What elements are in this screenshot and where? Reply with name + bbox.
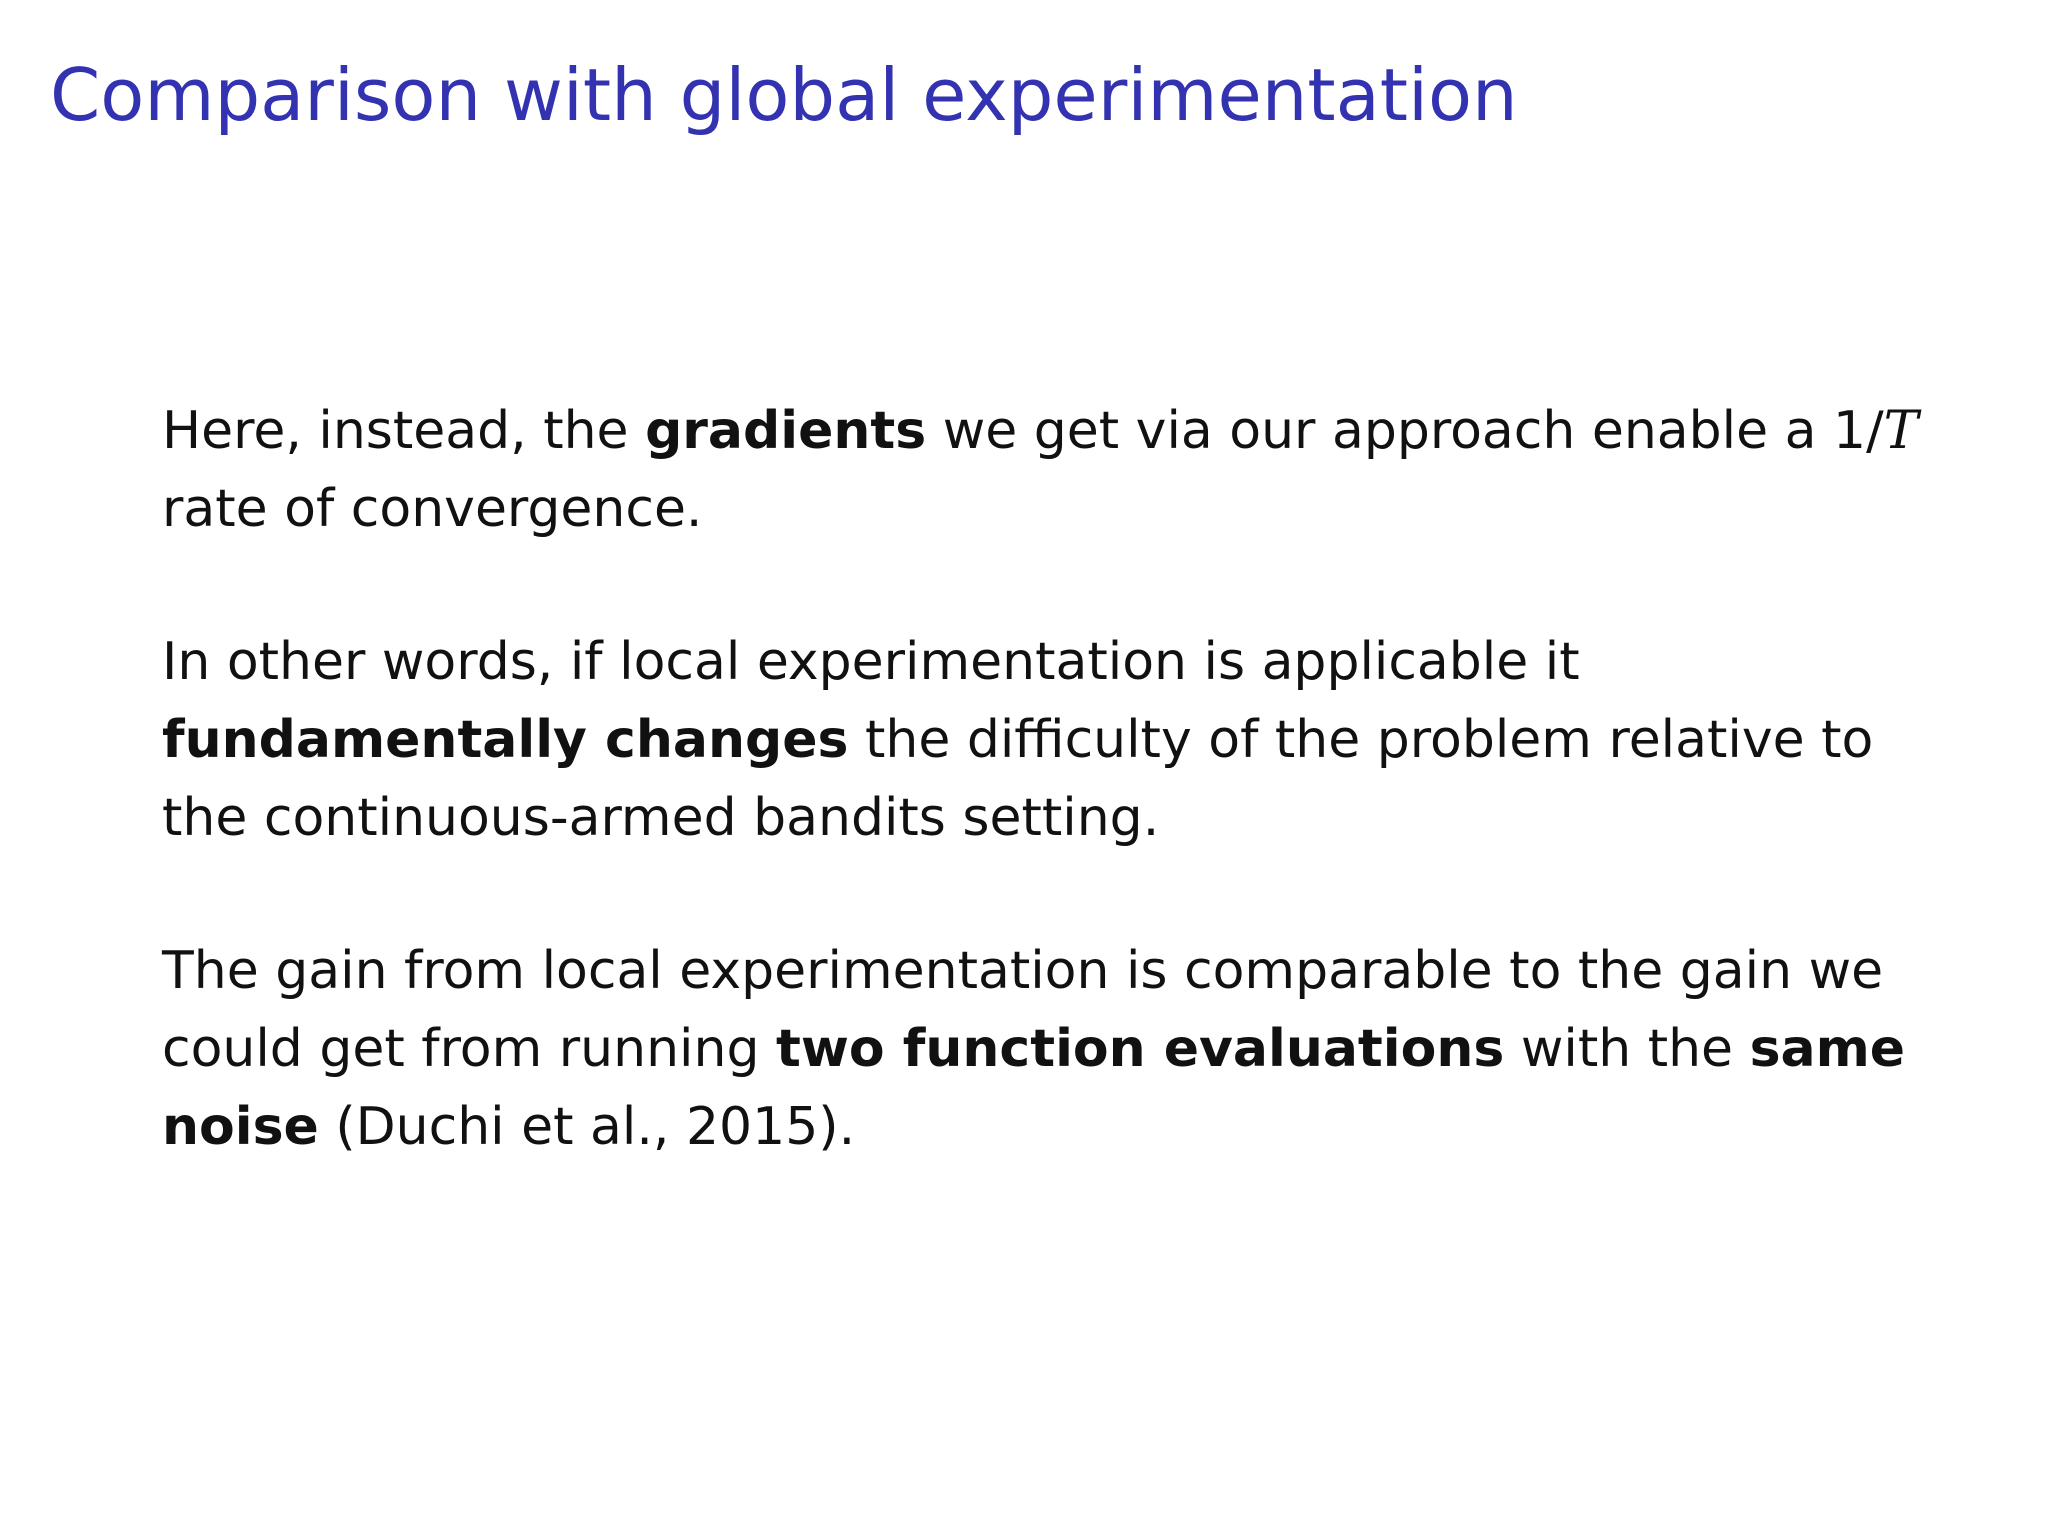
paragraph-text: we get via our approach enable a 1/: [926, 401, 1884, 461]
paragraph-text: rate of convergence.: [162, 479, 703, 539]
emphasis-same-noise: same noise: [162, 1019, 1906, 1157]
paragraph-gain: [162, 932, 1922, 1166]
emphasis-two-function-evaluations: two function evaluations: [776, 1019, 1505, 1079]
emphasis-gradients: gradients: [645, 401, 927, 461]
slide-body: [162, 392, 1922, 1241]
paragraph-text: (Duchi et al., 2015).: [318, 1097, 856, 1157]
paragraph-text: In other words, if local experimentation is applicable it: [162, 632, 1580, 692]
slide-title: Comparison with global experimentation: [50, 53, 1518, 137]
paragraph-text: Here, instead, the: [162, 401, 646, 461]
paragraph-local-experimentation: [162, 623, 1922, 857]
paragraph-convergence: [162, 392, 1922, 548]
paragraph-text: with the: [1504, 1019, 1750, 1079]
math-variable-t: T: [1883, 401, 1919, 461]
paragraph-text: the difficulty of the problem relative to the continuous-armed bandits setting.: [162, 710, 1874, 848]
paragraph-text: The gain from local experimentation is comparable to the gain we could get from running: [162, 941, 1884, 1079]
emphasis-fundamentally-changes: fundamentally changes: [162, 710, 849, 770]
